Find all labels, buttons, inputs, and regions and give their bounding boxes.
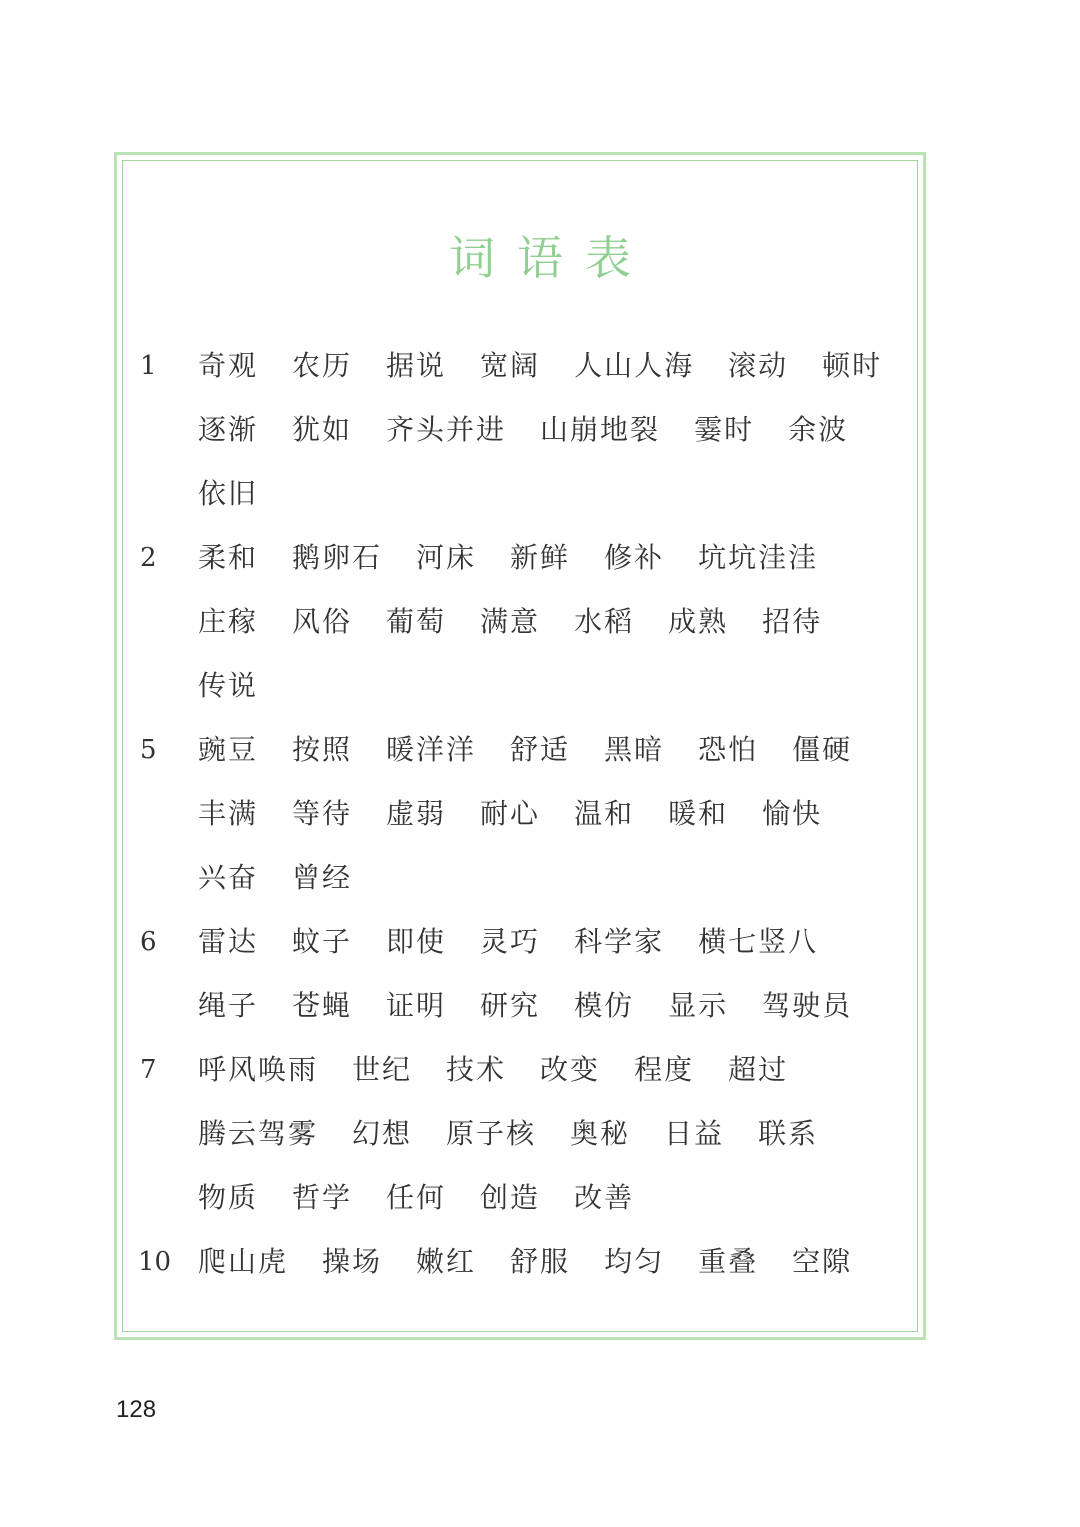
vocab-word: 豌豆 bbox=[198, 733, 259, 766]
vocab-word: 成熟 bbox=[668, 605, 729, 638]
vocab-word: 灵巧 bbox=[480, 925, 541, 958]
vocab-word: 满意 bbox=[480, 605, 541, 638]
vocab-word: 鹅卵石 bbox=[292, 541, 383, 574]
vocab-word: 研究 bbox=[480, 989, 541, 1022]
vocab-word: 横七竖八 bbox=[698, 925, 819, 958]
page-title: 词语表 bbox=[449, 231, 653, 285]
vocab-word: 奇观 bbox=[198, 349, 259, 382]
lesson-number: 5 bbox=[140, 735, 157, 765]
vocab-word: 兴奋 bbox=[198, 861, 259, 894]
vocab-word: 雷达 bbox=[198, 925, 259, 958]
word-row bbox=[198, 1236, 886, 1288]
lesson-number: 7 bbox=[140, 1055, 157, 1085]
word-row bbox=[198, 1044, 822, 1096]
vocab-word: 虚弱 bbox=[386, 797, 447, 830]
vocab-word: 新鲜 bbox=[510, 541, 571, 574]
vocab-word: 蚊子 bbox=[292, 925, 353, 958]
word-row bbox=[198, 1108, 852, 1160]
vocab-word: 耐心 bbox=[480, 797, 541, 830]
vocab-word: 农历 bbox=[292, 349, 353, 382]
vocab-word: 幻想 bbox=[352, 1117, 413, 1150]
vocab-word: 均匀 bbox=[604, 1245, 665, 1278]
vocab-word: 滚动 bbox=[728, 349, 789, 382]
word-row bbox=[198, 852, 386, 904]
vocab-word: 山崩地裂 bbox=[540, 413, 661, 446]
vocab-word: 改变 bbox=[540, 1053, 601, 1086]
vocab-word: 奥秘 bbox=[570, 1117, 631, 1150]
vocab-word: 犹如 bbox=[292, 413, 353, 446]
vocab-word: 修补 bbox=[604, 541, 665, 574]
word-row bbox=[198, 788, 856, 840]
vocab-word: 呼风唤雨 bbox=[198, 1053, 319, 1086]
vocab-word: 联系 bbox=[758, 1117, 819, 1150]
vocab-word: 宽阔 bbox=[480, 349, 541, 382]
vocab-word: 舒适 bbox=[510, 733, 571, 766]
vocab-word: 庄稼 bbox=[198, 605, 259, 638]
word-row bbox=[198, 468, 292, 520]
word-row bbox=[198, 532, 852, 584]
vocab-word: 显示 bbox=[668, 989, 729, 1022]
page-number: 128 bbox=[116, 1396, 157, 1423]
lesson-number: 10 bbox=[138, 1247, 172, 1277]
vocab-word: 创造 bbox=[480, 1181, 541, 1214]
vocab-word: 改善 bbox=[574, 1181, 635, 1214]
vocab-word: 程度 bbox=[634, 1053, 695, 1086]
vocab-word: 模仿 bbox=[574, 989, 635, 1022]
vocab-word: 绳子 bbox=[198, 989, 259, 1022]
vocab-word: 齐头并进 bbox=[386, 413, 507, 446]
word-row bbox=[198, 404, 882, 456]
vocab-word: 任何 bbox=[386, 1181, 447, 1214]
vocab-word: 驾驶员 bbox=[762, 989, 853, 1022]
vocab-word: 原子核 bbox=[446, 1117, 537, 1150]
word-row bbox=[198, 660, 292, 712]
vocab-word: 物质 bbox=[198, 1181, 259, 1214]
vocab-word: 技术 bbox=[446, 1053, 507, 1086]
vocab-word: 哲学 bbox=[292, 1181, 353, 1214]
vocab-word: 日益 bbox=[664, 1117, 725, 1150]
vocab-word: 操场 bbox=[322, 1245, 383, 1278]
lesson-number: 6 bbox=[140, 927, 157, 957]
vocab-word: 证明 bbox=[386, 989, 447, 1022]
vocab-word: 恐怕 bbox=[698, 733, 759, 766]
vocab-word: 黑暗 bbox=[604, 733, 665, 766]
vocab-word: 逐渐 bbox=[198, 413, 259, 446]
vocab-word: 丰满 bbox=[198, 797, 259, 830]
vocab-word: 曾经 bbox=[292, 861, 353, 894]
vocab-word: 科学家 bbox=[574, 925, 665, 958]
word-row bbox=[198, 596, 856, 648]
vocab-word: 僵硬 bbox=[792, 733, 853, 766]
word-row bbox=[198, 916, 852, 968]
vocab-word: 即使 bbox=[386, 925, 447, 958]
word-row bbox=[198, 980, 886, 1032]
vocab-word: 嫩红 bbox=[416, 1245, 477, 1278]
vocab-word: 愉快 bbox=[762, 797, 823, 830]
vocab-word: 河床 bbox=[416, 541, 477, 574]
vocab-word: 舒服 bbox=[510, 1245, 571, 1278]
lesson-number: 1 bbox=[140, 351, 157, 381]
vocab-word: 余波 bbox=[788, 413, 849, 446]
vocab-word: 世纪 bbox=[352, 1053, 413, 1086]
vocab-word: 等待 bbox=[292, 797, 353, 830]
vocab-word: 霎时 bbox=[694, 413, 755, 446]
vocab-word: 暖洋洋 bbox=[386, 733, 477, 766]
vocab-word: 风俗 bbox=[292, 605, 353, 638]
vocab-word: 依旧 bbox=[198, 477, 259, 510]
vocab-word: 苍蝇 bbox=[292, 989, 353, 1022]
vocab-word: 爬山虎 bbox=[198, 1245, 289, 1278]
vocab-word: 坑坑洼洼 bbox=[698, 541, 819, 574]
vocab-word: 按照 bbox=[292, 733, 353, 766]
vocab-word: 人山人海 bbox=[574, 349, 695, 382]
vocab-word: 传说 bbox=[198, 669, 259, 702]
vocab-word: 腾云驾雾 bbox=[198, 1117, 319, 1150]
vocab-word: 招待 bbox=[762, 605, 823, 638]
word-row bbox=[198, 724, 886, 776]
vocab-word: 葡萄 bbox=[386, 605, 447, 638]
vocab-word: 温和 bbox=[574, 797, 635, 830]
lesson-number: 2 bbox=[140, 543, 157, 573]
vocab-word: 水稻 bbox=[574, 605, 635, 638]
vocab-word: 超过 bbox=[728, 1053, 789, 1086]
vocab-word: 柔和 bbox=[198, 541, 259, 574]
vocab-word: 据说 bbox=[386, 349, 447, 382]
vocab-word: 重叠 bbox=[698, 1245, 759, 1278]
word-row bbox=[198, 340, 916, 392]
vocab-word: 暖和 bbox=[668, 797, 729, 830]
vocab-word: 顿时 bbox=[822, 349, 883, 382]
word-row bbox=[198, 1172, 668, 1224]
vocab-word: 空隙 bbox=[792, 1245, 853, 1278]
